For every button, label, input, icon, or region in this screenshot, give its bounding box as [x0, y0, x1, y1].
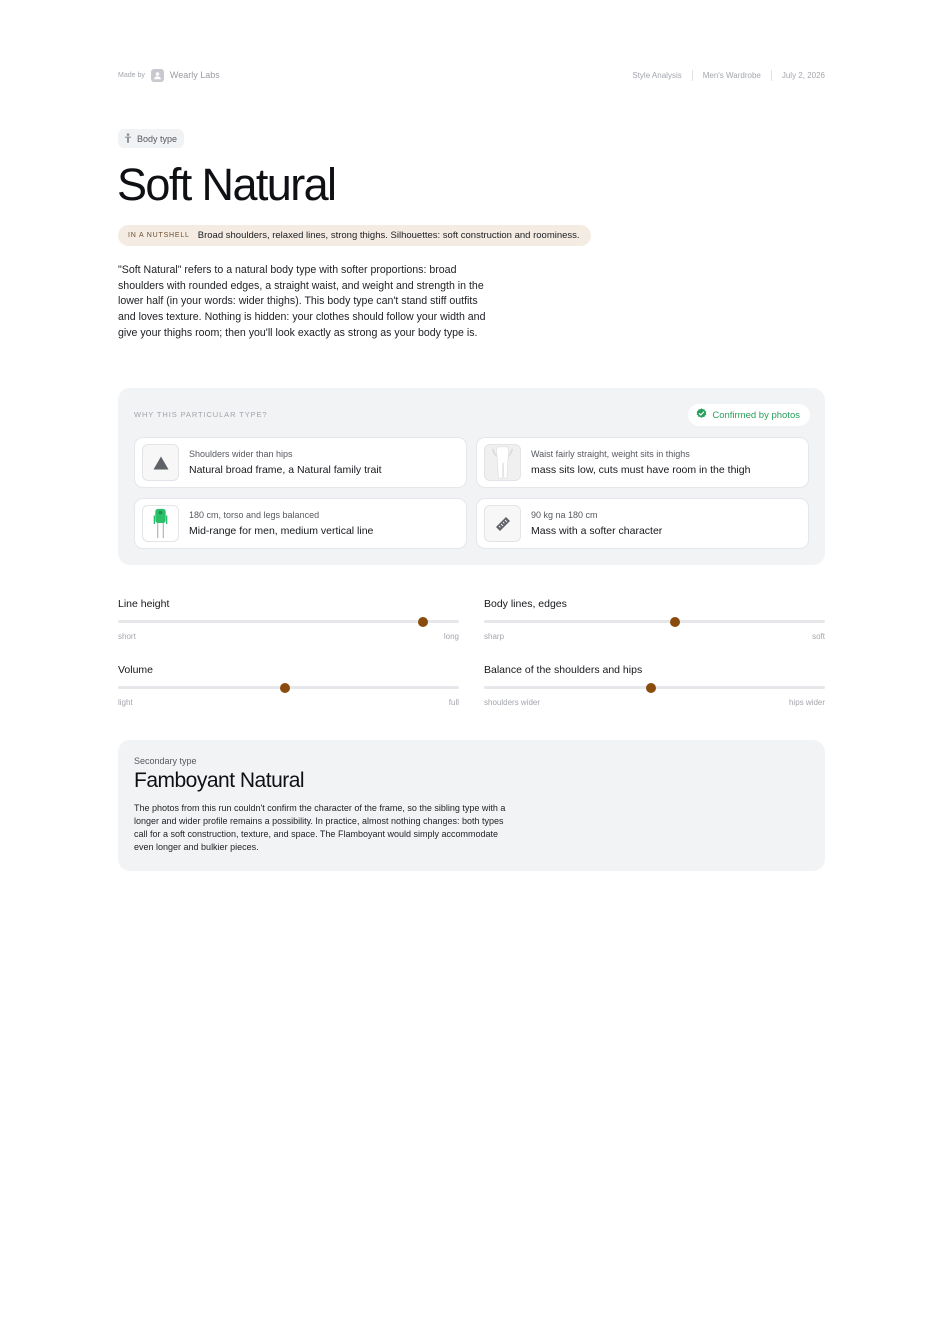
reason-sub: 90 kg na 180 cm — [531, 509, 598, 520]
brand-name: Wearly Labs — [169, 70, 220, 80]
reason-sub: 180 cm, torso and legs balanced — [189, 509, 320, 520]
slider-label: Body lines, edges — [484, 598, 567, 610]
slider-max-label: long — [443, 632, 459, 641]
tag-label: Body type — [137, 133, 178, 144]
intro-paragraph: "Soft Natural" refers to a natural body type with softer proportions: broad shoulders with rounded edges, a straight waist, and weight and strength in the lower half (in your words: wider thighs). This body type can't stand stiff outfits and loves texture. Nothing is hidden: your clothes should follow your width and give your thighs room; then you'll look exactly as strong as your body type is. — [118, 264, 486, 339]
slider-max-label: full — [448, 698, 459, 707]
slider-track — [484, 620, 825, 623]
slider-knob — [646, 683, 656, 693]
slider-min-label: light — [118, 698, 133, 707]
nutshell-text: Broad shoulders, relaxed lines, strong thighs. Silhouettes: soft construction and roominess. — [197, 230, 580, 241]
logo-icon — [151, 69, 164, 82]
header-meta — [632, 70, 825, 81]
figure-height-icon — [142, 505, 179, 542]
reason-card — [476, 498, 809, 549]
slider-body-lines — [484, 598, 825, 641]
slider-label: Line height — [118, 598, 170, 610]
reason-sub: Waist fairly straight, weight sits in thighs — [531, 448, 690, 459]
ruler-icon — [484, 505, 521, 542]
secondary-label: Secondary type — [134, 756, 197, 766]
reason-main: Mid-range for men, medium vertical line — [189, 524, 374, 537]
made-by — [118, 69, 220, 82]
slider-knob — [418, 617, 428, 627]
person-icon — [124, 133, 132, 145]
header — [118, 67, 825, 83]
reason-sub: Shoulders wider than hips — [189, 448, 293, 459]
meta-divider — [771, 70, 772, 81]
secondary-type-panel — [118, 740, 825, 871]
slider-label: Volume — [118, 664, 154, 676]
reason-main: mass sits low, cuts must have room in the thigh — [531, 463, 751, 476]
slider-shoulder-hip-balance — [484, 664, 825, 707]
confirmed-badge — [688, 404, 810, 426]
reason-card — [476, 437, 809, 488]
why-label: WHY THIS PARTICULAR TYPE? — [134, 410, 268, 419]
meta-category: Men's Wardrobe — [702, 70, 761, 80]
nutshell-key: IN A NUTSHELL — [128, 232, 190, 239]
slider-max-label: hips wider — [788, 698, 825, 707]
meta-divider — [692, 70, 693, 81]
slider-min-label: sharp — [484, 632, 505, 641]
nutshell-banner — [118, 225, 591, 246]
page-title: Soft Natural — [117, 159, 336, 210]
triangle-icon — [142, 444, 179, 481]
body-silhouette-icon — [484, 444, 521, 481]
confirmed-label: Confirmed by photos — [712, 409, 800, 421]
slider-track — [118, 620, 459, 623]
slider-track — [118, 686, 459, 689]
slider-track — [484, 686, 825, 689]
slider-knob — [670, 617, 680, 627]
secondary-body: The photos from this run couldn't confirm the character of the frame, so the sibling type with a longer and wider profile remains a possibility. In practice, almost nothing changes: both types call for a soft construction, texture, and space. The Flamboyant would simply accommodate even longer and bulkier pieces. — [134, 803, 506, 852]
slider-volume — [118, 664, 459, 707]
body-type-tag — [118, 129, 184, 148]
slider-min-label: shoulders wider — [484, 698, 541, 707]
reason-card — [134, 498, 467, 549]
slider-label: Balance of the shoulders and hips — [484, 664, 643, 676]
why-panel — [118, 388, 825, 565]
slider-max-label: soft — [812, 632, 825, 641]
meta-date: July 2, 2026 — [781, 70, 825, 80]
meta-report-type: Style Analysis — [632, 70, 682, 80]
reason-card — [134, 437, 467, 488]
check-badge-icon — [696, 408, 707, 422]
secondary-title: Famboyant Natural — [134, 769, 305, 792]
slider-line-height — [118, 598, 459, 641]
reason-main: Mass with a softer character — [531, 524, 663, 537]
slider-min-label: short — [118, 632, 136, 641]
reason-main: Natural broad frame, a Natural family trait — [189, 463, 382, 476]
slider-knob — [280, 683, 290, 693]
made-by-label: Made by — [118, 71, 145, 79]
